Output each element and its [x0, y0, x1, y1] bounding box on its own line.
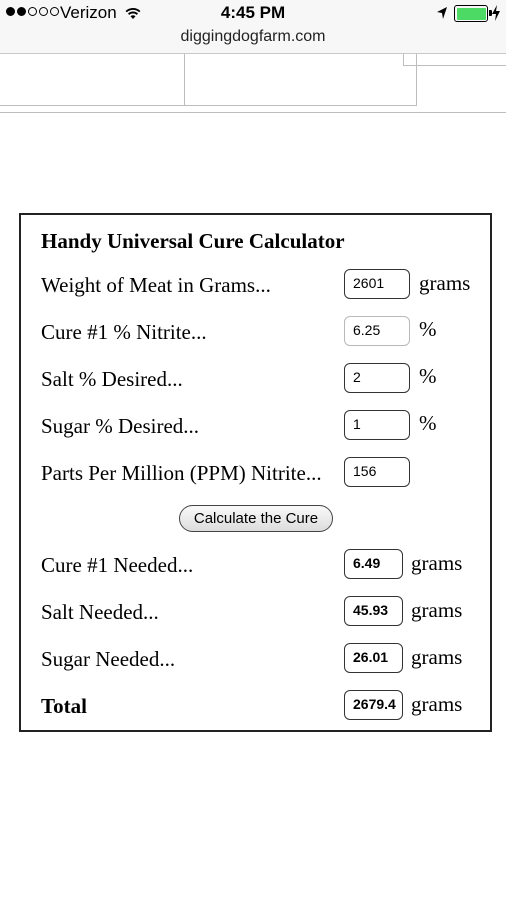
cure-needed-output[interactable]: 6.49 — [344, 549, 403, 579]
clock: 4:45 PM — [220, 3, 286, 22]
divider — [0, 112, 506, 113]
status-bar — [0, 0, 506, 54]
sugar-needed-label: Sugar Needed... — [41, 647, 176, 671]
calculator-title: Handy Universal Cure Calculator — [41, 229, 345, 253]
cure-nitrite-label: Cure #1 % Nitrite... — [41, 320, 207, 344]
salt-needed-unit: grams — [411, 598, 463, 622]
salt-percent-label: Salt % Desired... — [41, 367, 183, 391]
carrier-name: Verizon — [60, 3, 117, 22]
weight-input[interactable]: 2601 — [344, 269, 410, 299]
ppm-nitrite-input[interactable]: 156 — [344, 457, 410, 487]
total-output[interactable]: 2679.4 — [344, 690, 403, 720]
cure-calculator — [19, 213, 492, 732]
salt-needed-label: Salt Needed... — [41, 600, 159, 624]
calculate-cure-button[interactable]: Calculate the Cure — [179, 505, 333, 532]
divider — [416, 54, 417, 106]
cure-nitrite-input[interactable]: 6.25 — [344, 316, 410, 346]
divider — [184, 54, 185, 106]
location-arrow-icon — [436, 6, 448, 20]
divider — [403, 65, 506, 66]
cure-nitrite-unit: % — [419, 317, 437, 341]
total-unit: grams — [411, 692, 463, 716]
salt-needed-output[interactable]: 45.93 — [344, 596, 403, 626]
weight-label: Weight of Meat in Grams... — [41, 273, 271, 297]
salt-percent-unit: % — [419, 364, 437, 388]
cure-needed-label: Cure #1 Needed... — [41, 553, 194, 577]
weight-unit: grams — [419, 271, 471, 295]
divider — [0, 105, 417, 106]
sugar-needed-unit: grams — [411, 645, 463, 669]
charging-bolt-icon — [491, 5, 501, 21]
cure-needed-unit: grams — [411, 551, 463, 575]
sugar-percent-label: Sugar % Desired... — [41, 414, 200, 438]
battery-fill — [457, 8, 486, 20]
total-label: Total — [41, 694, 87, 718]
page-header-remnant — [0, 54, 506, 114]
salt-percent-input[interactable]: 2 — [344, 363, 410, 393]
sugar-needed-output[interactable]: 26.01 — [344, 643, 403, 673]
address-bar-url[interactable]: diggingdogfarm.com — [180, 28, 326, 45]
sugar-percent-input[interactable]: 1 — [344, 410, 410, 440]
ppm-nitrite-label: Parts Per Million (PPM) Nitrite... — [41, 461, 322, 485]
sugar-percent-unit: % — [419, 411, 437, 435]
battery-icon — [454, 5, 488, 22]
